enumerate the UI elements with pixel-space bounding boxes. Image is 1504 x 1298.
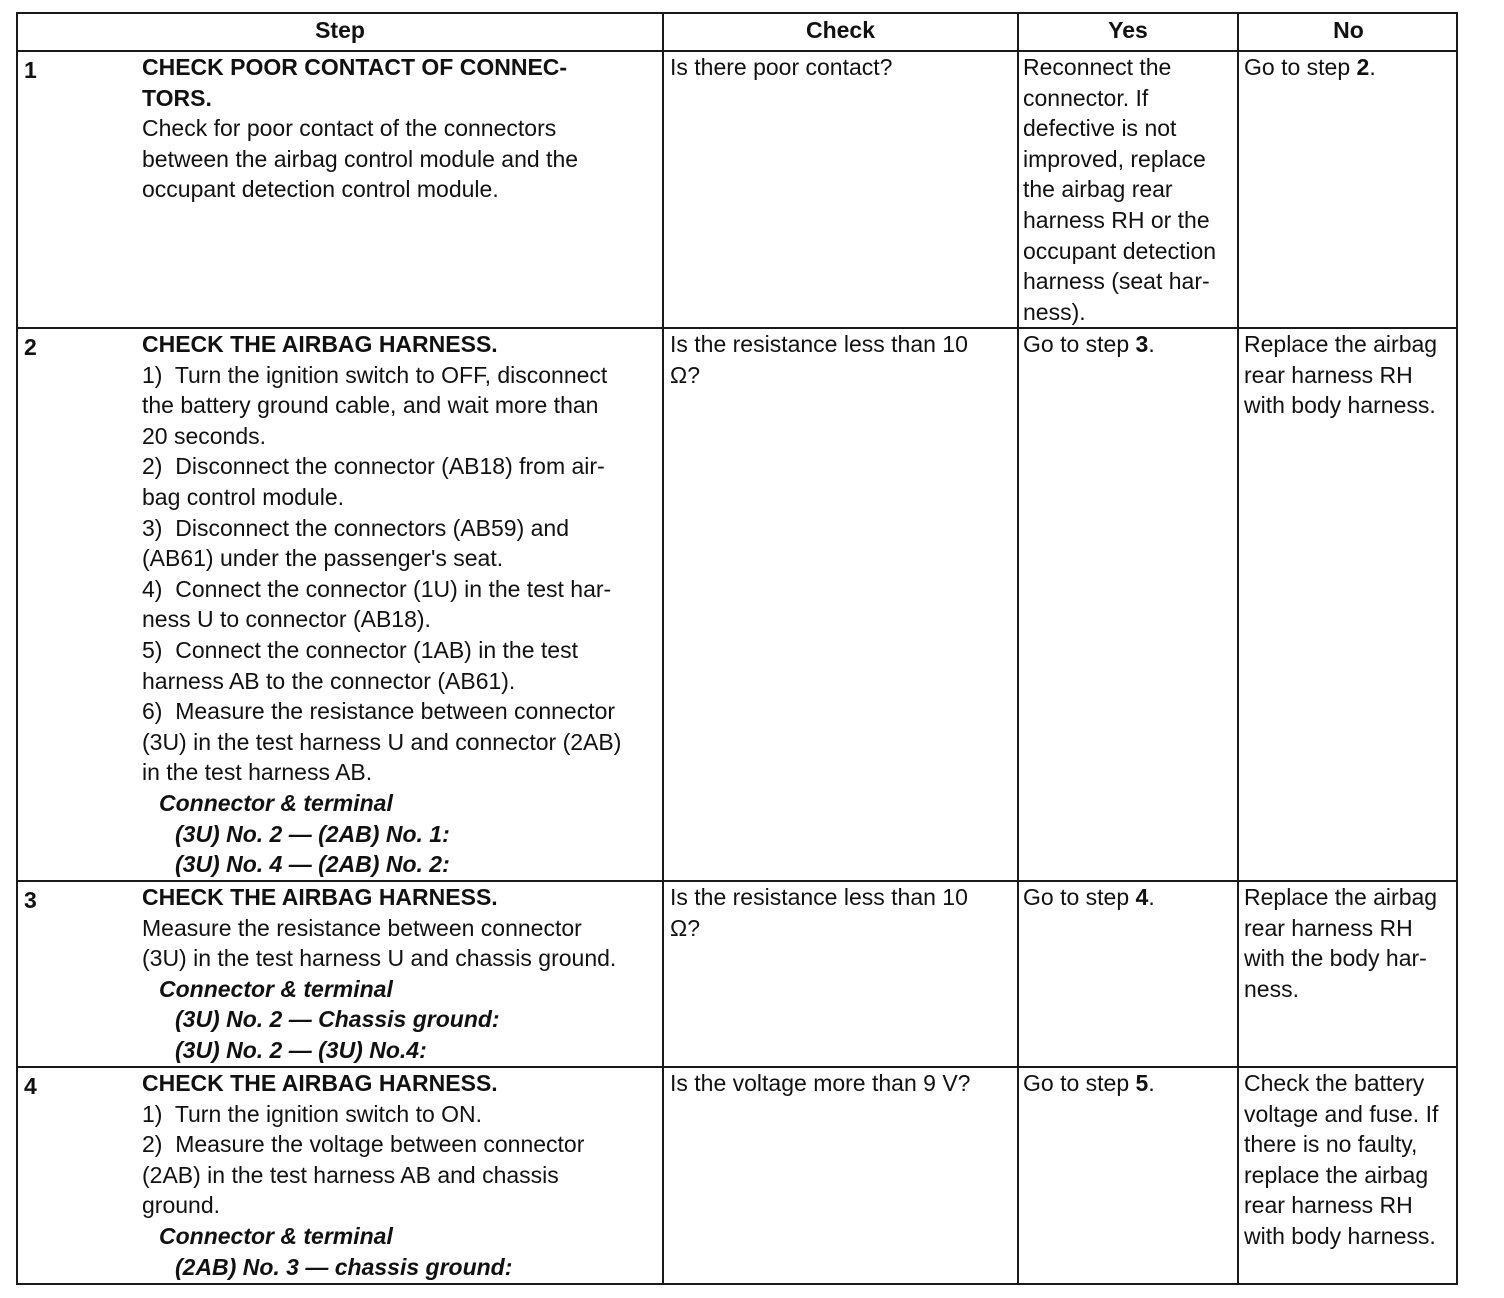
no-text-line: Check the battery <box>1244 1070 1425 1096</box>
no-text-line: Replace the airbag <box>1244 331 1438 357</box>
step-text-line: in the test harness AB. <box>142 759 373 786</box>
step-instructions <box>142 329 660 880</box>
no-text-line: with body harness. <box>1244 1222 1436 1249</box>
step-text-line: ness U to connector (AB18). <box>142 606 431 633</box>
yes-text-line: the airbag rear <box>1023 176 1173 203</box>
no-text-line: with body harness. <box>1244 392 1436 419</box>
yes-text: Go to step <box>1023 884 1136 910</box>
column-divider-yes <box>1237 14 1239 1283</box>
step-instructions <box>142 52 660 205</box>
yes-text-line: defective is not <box>1023 115 1177 142</box>
yes-text: Go to step <box>1023 331 1136 357</box>
column-divider-step <box>662 14 664 1283</box>
yes-text-line: improved, replace <box>1023 145 1206 172</box>
spec-heading: Connector & terminal <box>159 975 393 1002</box>
yes-text-line: occupant detection <box>1023 237 1217 264</box>
diagnostic-table <box>16 12 1458 1285</box>
yes-text-line: harness (seat har- <box>1023 268 1210 295</box>
step-instructions <box>142 882 660 1066</box>
yes-action <box>1023 52 1237 327</box>
no-text-line: there is no faulty, <box>1244 1131 1418 1158</box>
spec-line: (3U) No. 4 — (2AB) No. 2: <box>175 851 450 878</box>
yes-text-line: Reconnect the <box>1023 54 1172 80</box>
step-title-line: CHECK THE AIRBAG HARNESS. <box>142 331 498 357</box>
step-number: 4 <box>24 1073 37 1099</box>
no-text-line: rear harness RH <box>1244 1192 1413 1219</box>
check-text-line: Is the resistance less than 10 <box>670 331 968 357</box>
yes-text-line: harness RH or the <box>1023 206 1210 233</box>
check-text-line: Is there poor contact? <box>670 54 893 80</box>
step-text-line: 2) Measure the voltage between connector <box>142 1131 585 1158</box>
goto-step-number: 4 <box>1135 884 1149 910</box>
check-text-line: Is the resistance less than 10 <box>670 884 968 910</box>
step-text-line: (3U) in the test harness U and chassis ground. <box>142 945 617 972</box>
check-question <box>670 329 1015 390</box>
yes-action <box>1023 1068 1237 1099</box>
check-text-line: Is the voltage more than 9 V? <box>670 1070 971 1096</box>
spec-heading: Connector & terminal <box>159 1222 393 1249</box>
yes-text-line: ness). <box>1023 298 1086 325</box>
step-number: 1 <box>24 57 37 83</box>
step-text-line: 20 seconds. <box>142 422 267 449</box>
step-number: 3 <box>24 887 37 913</box>
step-text-line: Measure the resistance between connector <box>142 914 582 941</box>
no-action <box>1244 1068 1458 1252</box>
no-text: Go to step <box>1244 54 1357 80</box>
no-text-line: rear harness RH <box>1244 914 1413 941</box>
step-text-line: 1) Turn the ignition switch to ON. <box>142 1100 483 1127</box>
yes-text-end: . <box>1148 884 1155 910</box>
no-text-line: voltage and fuse. If <box>1244 1100 1439 1127</box>
goto-step-number: 2 <box>1356 54 1370 80</box>
spec-line: (3U) No. 2 — (3U) No.4: <box>175 1036 427 1063</box>
spec-line: (3U) No. 2 — (2AB) No. 1: <box>175 820 450 847</box>
step-text-line: bag control module. <box>142 483 345 510</box>
no-action <box>1244 882 1458 1004</box>
header-yes: Yes <box>1108 17 1148 43</box>
check-question <box>670 1068 1015 1099</box>
header-step: Step <box>315 17 365 43</box>
step-text-line: 2) Disconnect the connector (AB18) from air- <box>142 453 605 480</box>
header-check: Check <box>805 17 876 43</box>
column-divider-check <box>1017 14 1019 1283</box>
step-text-line: Check for poor contact of the connectors <box>142 115 557 142</box>
no-action <box>1244 52 1458 83</box>
no-text-line: ness. <box>1244 975 1299 1002</box>
yes-text-end: . <box>1148 1070 1155 1096</box>
no-text-line: with the body har- <box>1244 945 1427 972</box>
step-text-line: harness AB to the connector (AB61). <box>142 667 516 694</box>
no-text-line: replace the airbag <box>1244 1161 1429 1188</box>
spec-heading: Connector & terminal <box>159 789 393 816</box>
step-text-line: 1) Turn the ignition switch to OFF, disconnect <box>142 361 608 388</box>
step-text-line: 4) Connect the connector (1U) in the test har- <box>142 575 612 602</box>
no-text-line: Replace the airbag <box>1244 884 1438 910</box>
step-title-line: TORS. <box>142 84 212 111</box>
header-no: No <box>1333 17 1364 43</box>
step-text-line: 6) Measure the resistance between connector <box>142 698 616 725</box>
no-action <box>1244 329 1458 421</box>
goto-step-number: 5 <box>1135 1070 1149 1096</box>
step-number: 2 <box>24 334 37 360</box>
no-text-line: rear harness RH <box>1244 361 1413 388</box>
spec-line: (2AB) No. 3 — chassis ground: <box>175 1253 513 1280</box>
yes-text: Go to step <box>1023 1070 1136 1096</box>
yes-action <box>1023 882 1237 913</box>
yes-text-line: connector. If <box>1023 84 1149 111</box>
step-text-line: (3U) in the test harness U and connector (2AB) <box>142 728 622 755</box>
no-text-end: . <box>1369 54 1376 80</box>
step-text-line: 3) Disconnect the connectors (AB59) and <box>142 514 570 541</box>
step-title-line: CHECK THE AIRBAG HARNESS. <box>142 1070 498 1096</box>
step-text-line: between the airbag control module and the <box>142 145 579 172</box>
step-text-line: occupant detection control module. <box>142 176 499 203</box>
check-question <box>670 52 1015 83</box>
step-text-line: 5) Connect the connector (1AB) in the test <box>142 636 578 663</box>
yes-action <box>1023 329 1237 360</box>
step-text-line: (2AB) in the test harness AB and chassis <box>142 1161 559 1188</box>
step-text-line: ground. <box>142 1192 221 1219</box>
step-text-line: (AB61) under the passenger's seat. <box>142 545 504 572</box>
step-text-line: the battery ground cable, and wait more than <box>142 392 599 419</box>
spec-line: (3U) No. 2 — Chassis ground: <box>175 1006 500 1033</box>
step-title-line: CHECK THE AIRBAG HARNESS. <box>142 884 498 910</box>
check-question <box>670 882 1015 943</box>
goto-step-number: 3 <box>1135 331 1149 357</box>
yes-text-end: . <box>1148 331 1155 357</box>
check-text-line: Ω? <box>670 361 700 388</box>
step-title-line: CHECK POOR CONTACT OF CONNEC- <box>142 54 568 80</box>
step-instructions <box>142 1068 660 1282</box>
check-text-line: Ω? <box>670 914 700 941</box>
